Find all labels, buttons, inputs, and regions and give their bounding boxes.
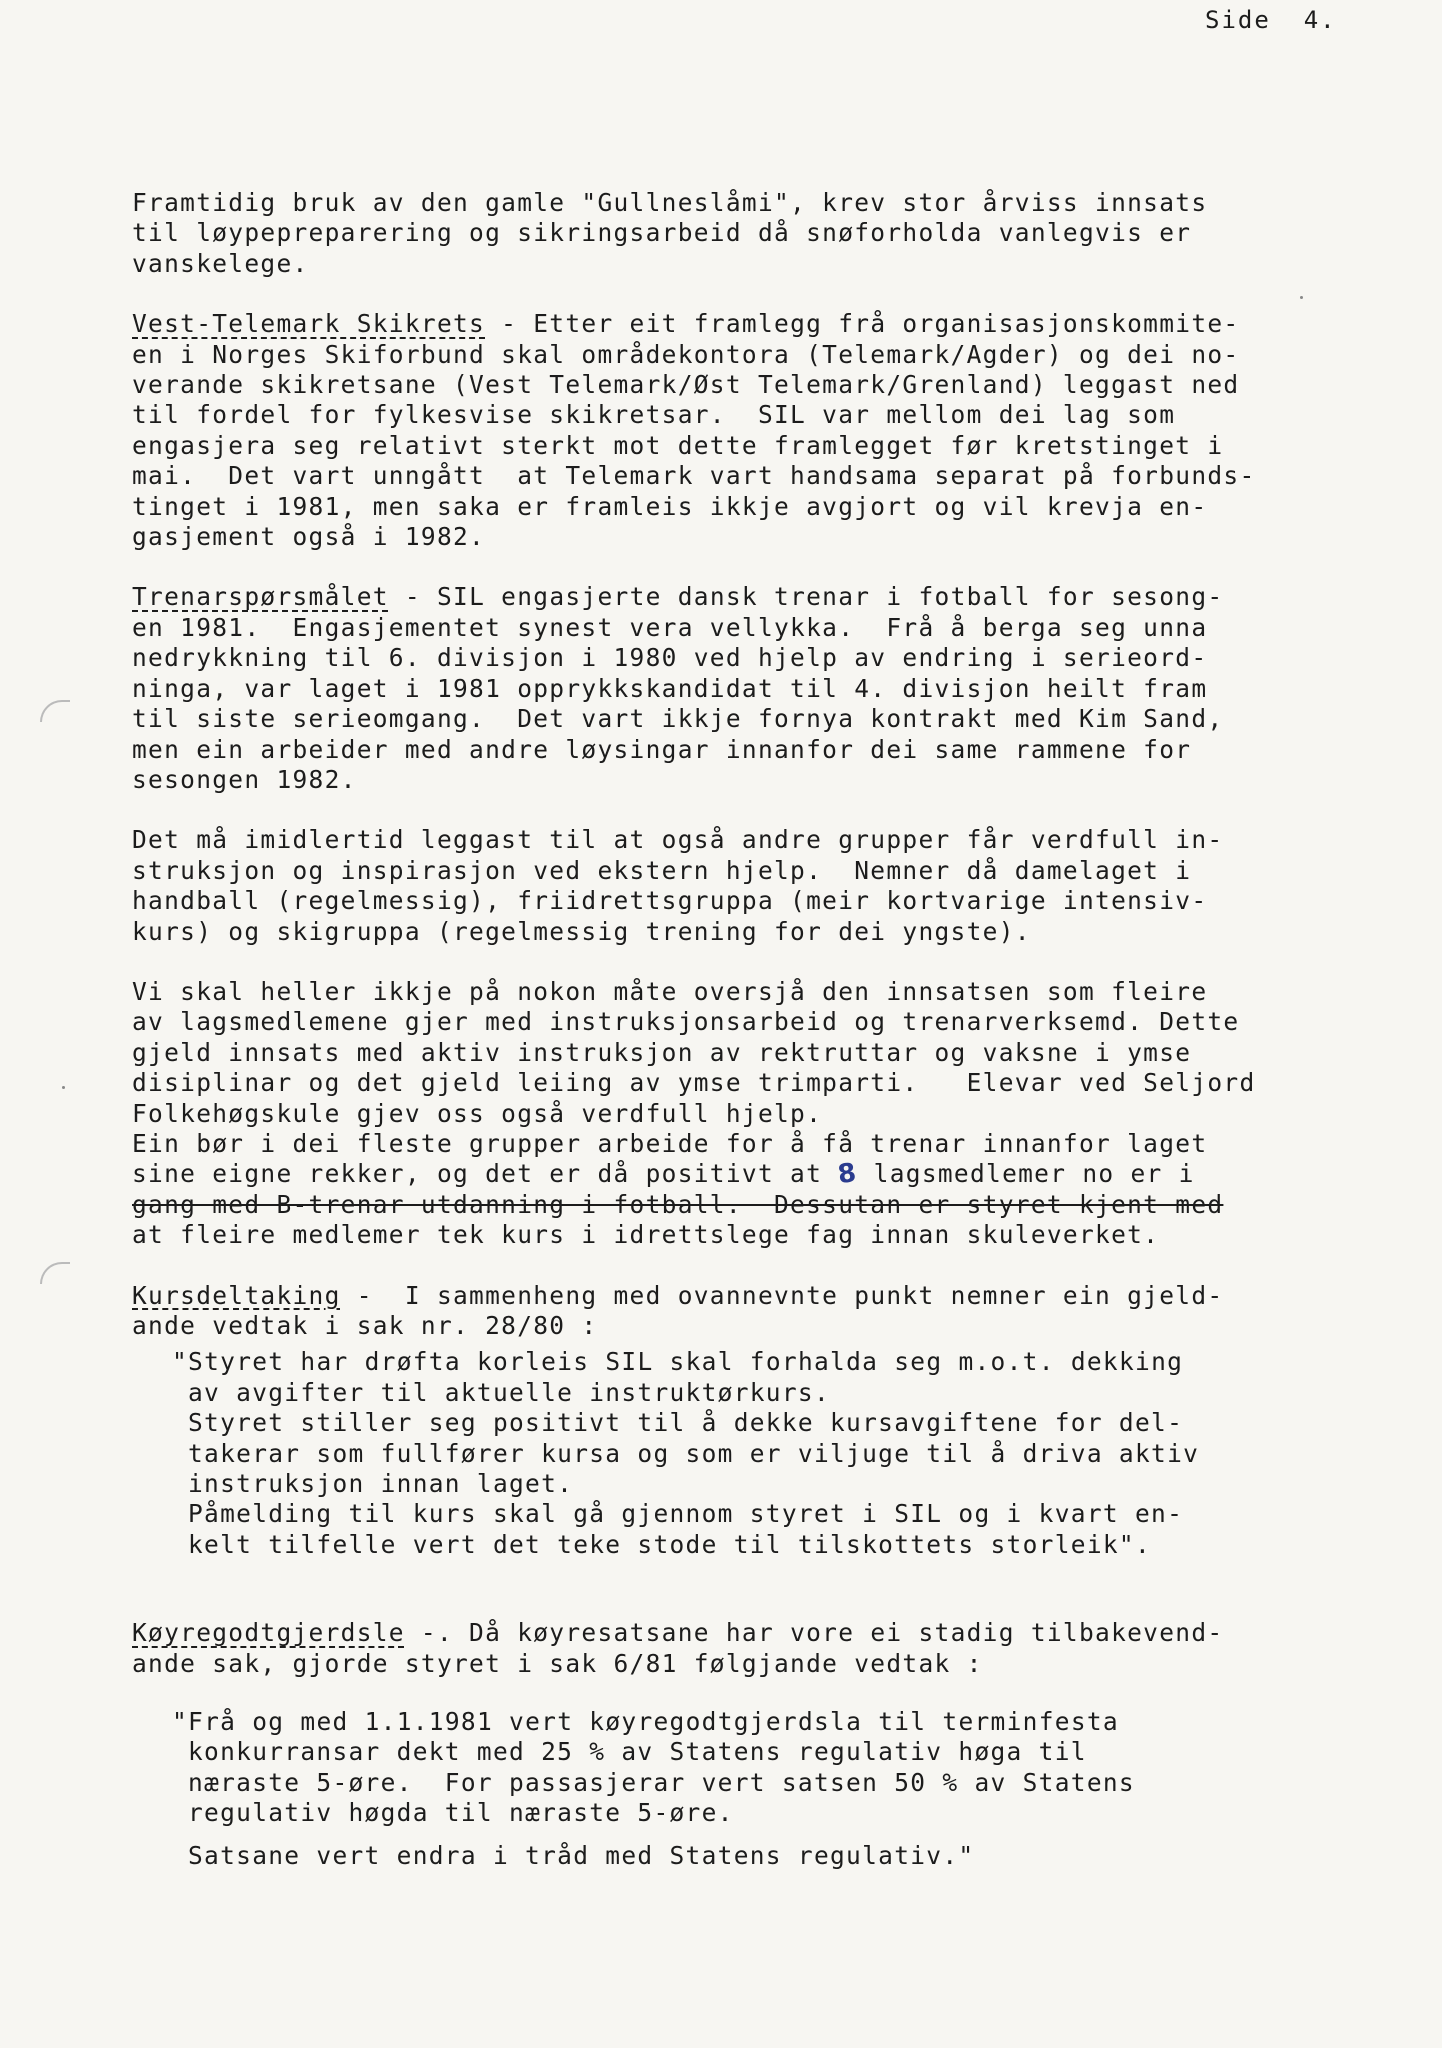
- text-line: ande sak, gjorde styret i sak 6/81 følgjande vedtak :: [132, 1648, 983, 1678]
- section-heading: Kursdeltaking: [132, 1280, 341, 1310]
- intro-paragraph: [132, 188, 1392, 279]
- text-line: handball (regelmessig), friidrettsgruppa (meir kortvarige intensiv-: [132, 886, 1208, 916]
- text-segment: -. Då køyresatsane har vore ei stadig tilbakevend-: [404, 1618, 1224, 1648]
- trenar-section: [132, 582, 1392, 795]
- koyregodtgjersle-quote: [132, 1707, 1392, 1871]
- quote-line: Styret stiller seg positivt til å dekke kursavgiftene for del-: [188, 1408, 1184, 1438]
- text-line: til løypepreparering og sikringsarbeid då snøforholda vanlegvis er: [132, 218, 1192, 248]
- quote-line: næraste 5-øre. For passasjerar vert satsen 50 % av Statens: [188, 1767, 1135, 1797]
- kursdeltaking-section: [132, 1281, 1392, 1342]
- section-heading: Trenarspørsmålet: [132, 582, 389, 612]
- quote-line: konkurransar dekt med 25 % av Statens regulativ høga til: [188, 1737, 1087, 1767]
- text-line: struksjon og inspirasjon ved ekstern hjelp. Nemner då damelaget i: [132, 855, 1192, 885]
- text-line: Vi skal heller ikkje på nokon måte oversjå den innsatsen som fleire: [132, 976, 1208, 1006]
- text-line: sesongen 1982.: [132, 764, 357, 794]
- punch-hole-mark-bottom: [40, 1262, 70, 1284]
- koyregodtgjersle-section: [132, 1618, 1392, 1679]
- text-line: [132, 582, 1392, 612]
- quote-line: "Styret har drøfta korleis SIL skal forhalda seg m.o.t. dekking: [172, 1347, 1184, 1377]
- quote-line: av avgifter til aktuelle instruktørkurs.: [188, 1377, 831, 1407]
- text-line: mai. Det vart unngått at Telemark vart handsama separat på forbunds-: [132, 461, 1256, 491]
- text-line: vanskelege.: [132, 248, 309, 278]
- text-line: [132, 1159, 1392, 1189]
- struck-text-line: gang med B-trenar utdanning i fotball. Dessutan er styret kjent med: [132, 1189, 1224, 1219]
- text-line: til fordel for fylkesvise skikretsar. SIL var mellom dei lag som: [132, 400, 1176, 430]
- text-segment: lagsmedlemer no er i: [857, 1159, 1195, 1189]
- text-line: Framtidig bruk av den gamle "Gullneslåmi", krev stor årviss innsats: [132, 188, 1208, 217]
- text-line: gasjement også i 1982.: [132, 522, 486, 552]
- kursdeltaking-quote: [132, 1347, 1392, 1560]
- quote-line: "Frå og med 1.1.1981 vert køyregodtgjerdsla til terminfesta: [172, 1707, 1119, 1737]
- text-line: ande vedtak i sak nr. 28/80 :: [132, 1311, 598, 1340]
- handwritten-number: 8: [836, 1158, 860, 1191]
- quote-line: Påmelding til kurs skal gå gjennom styret i SIL og i kvart en-: [188, 1499, 1184, 1529]
- document-body: [132, 188, 1392, 1901]
- text-segment: sine eigne rekker, og det er då positivt at: [132, 1159, 839, 1189]
- text-line: men ein arbeider med andre løysingar innanfor dei same rammene for: [132, 734, 1192, 764]
- quote-line: Satsane vert endra i tråd med Statens regulativ.": [188, 1840, 975, 1870]
- section-heading: Vest-Telemark Skikrets: [132, 309, 486, 339]
- text-line: tinget i 1981, men saka er framleis ikkje avgjort og vil krevja en-: [132, 491, 1208, 521]
- text-segment: - I sammenheng med ovannevnte punkt nemner ein gjeld-: [340, 1280, 1224, 1310]
- text-segment: - SIL engasjerte dansk trenar i fotball for sesong-: [388, 582, 1224, 612]
- quote-line: instruksjon innan laget.: [188, 1469, 574, 1499]
- quote-line: kelt tilfelle vert det teke stode til tilskottets storleik".: [188, 1529, 1152, 1559]
- text-line: gjeld innsats med aktiv instruksjon av rektruttar og vaksne i ymse: [132, 1037, 1192, 1067]
- text-line: Folkehøgskule gjev oss også verdfull hjelp.: [132, 1098, 823, 1128]
- text-line: til siste serieomgang. Det vart ikkje fornya kontrakt med Kim Sand,: [132, 704, 1224, 734]
- vest-telemark-section: [132, 309, 1392, 552]
- innsats-paragraph: [132, 977, 1392, 1251]
- page-number: Side 4.: [1205, 6, 1337, 34]
- text-line: [132, 1618, 1392, 1648]
- text-line: nedrykkning til 6. divisjon i 1980 ved hjelp av endring i serieord-: [132, 643, 1208, 673]
- quote-line: regulativ høgda til næraste 5-øre.: [188, 1798, 734, 1828]
- quote-line: takerar som fullfører kursa og som er viljuge til å driva aktiv: [188, 1438, 1200, 1468]
- text-line: disiplinar og det gjeld leiing av ymse trimparti. Elevar ved Seljord: [132, 1068, 1256, 1098]
- text-line: [132, 309, 1392, 339]
- text-line: verande skikretsane (Vest Telemark/Øst Telemark/Grenland) leggast ned: [132, 370, 1240, 400]
- text-line: ninga, var laget i 1981 opprykkskandidat til 4. divisjon heilt fram: [132, 673, 1208, 703]
- text-line: [132, 1281, 1392, 1311]
- text-line: en i Norges Skiforbund skal områdekontora (Telemark/Agder) og dei no-: [132, 339, 1240, 369]
- text-line: av lagsmedlemene gjer med instruksjonsarbeid og trenarverksemd. Dette: [132, 1007, 1240, 1037]
- text-line: at fleire medlemer tek kurs i idrettslege fag innan skuleverket.: [132, 1220, 1160, 1250]
- text-line: en 1981. Engasjementet synest vera vellykka. Frå å berga seg unna: [132, 612, 1208, 642]
- punch-hole-mark-top: [40, 700, 70, 722]
- section-heading: Køyregodtgjerdsle: [132, 1618, 405, 1648]
- text-segment: - Etter eit framlegg frå organisasjonskommite-: [485, 309, 1240, 339]
- scan-speck: [62, 1086, 65, 1089]
- grupper-paragraph: [132, 825, 1392, 947]
- text-line: Ein bør i dei fleste grupper arbeide for å få trenar innanfor laget: [132, 1128, 1208, 1158]
- text-line: engasjera seg relativt sterkt mot dette framlegget før kretstinget i: [132, 430, 1224, 460]
- text-line: Det må imidlertid leggast til at også andre grupper får verdfull in-: [132, 825, 1224, 855]
- text-line: kurs) og skigruppa (regelmessig trening for dei yngste).: [132, 916, 1031, 946]
